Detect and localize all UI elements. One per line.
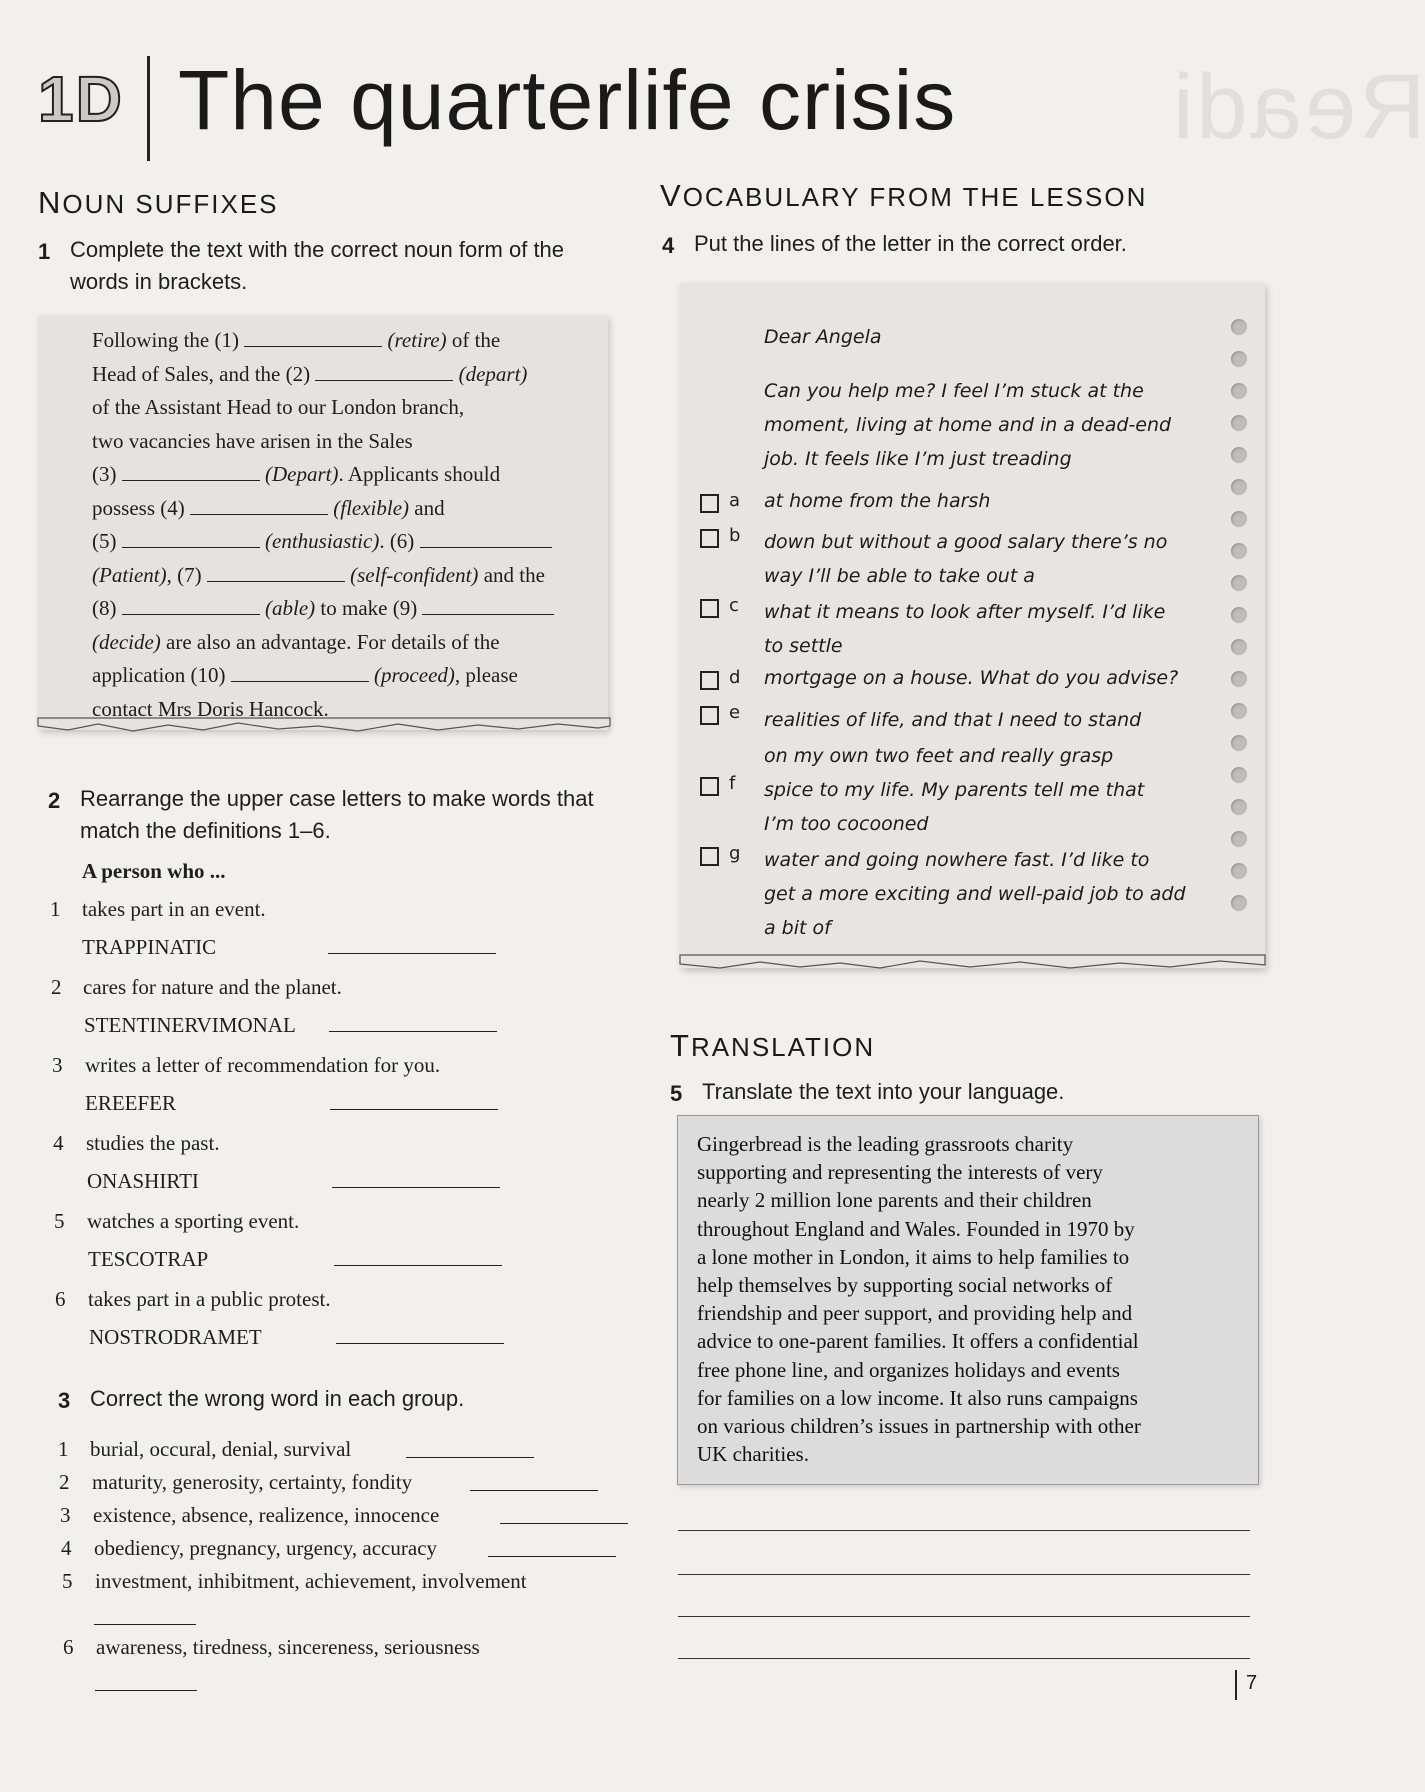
title-divider (147, 56, 150, 161)
answer-line[interactable] (336, 1343, 504, 1344)
writing-line[interactable] (678, 1616, 1250, 1617)
answer-blank[interactable] (231, 663, 369, 682)
answer-blank[interactable] (422, 596, 554, 615)
exercise-1-text: Following the (1) (retire) of the Head of Sales, and the (2) (depart) of the Assistant Head to our London branch, two vacancies have arisen in the Sales (3) (Depart). Applicants should possess (4) (flexible) and (5) (enthusiastic). (6) (Patient), (7) (self-confident) and the (8) (able) to make (9) (decide) are also an advantage. For details of the application (10) (proceed), please contact Mrs Doris Hancock. (92, 324, 592, 726)
list-item: 6 takes part in a public protest. NOSTRODRAMET (50, 1287, 610, 1365)
order-checkbox[interactable] (700, 671, 719, 690)
order-checkbox[interactable] (700, 494, 719, 513)
answer-blank[interactable] (122, 596, 260, 615)
answer-line[interactable] (328, 953, 496, 954)
answer-line[interactable] (500, 1523, 628, 1524)
page-number: 7 (1246, 1672, 1258, 1694)
answer-line[interactable] (488, 1556, 616, 1557)
exercise-2-lead: A person who ... (82, 859, 226, 883)
exercise-3-list (58, 1437, 638, 1701)
exercise-5-instruction: Translate the text into your language. (702, 1079, 1065, 1104)
list-item: 4 studies the past. ONASHIRTI (50, 1131, 610, 1209)
answer-blank[interactable] (315, 362, 453, 381)
answer-line[interactable] (95, 1690, 197, 1691)
answer-line[interactable] (329, 1031, 497, 1032)
answer-blank[interactable] (190, 496, 328, 515)
list-item: 1 takes part in an event. TRAPPINATIC (50, 897, 610, 975)
writing-line[interactable] (678, 1658, 1250, 1659)
order-checkbox[interactable] (700, 599, 719, 618)
letter-greeting: Dear Angela (764, 326, 882, 348)
order-checkbox[interactable] (700, 529, 719, 548)
list-item: 3 existence, absence, realizence, innocence (58, 1503, 638, 1536)
list-item: 2 cares for nature and the planet. STENTINERVIMONAL (50, 975, 610, 1053)
answer-line[interactable] (332, 1187, 500, 1188)
order-checkbox[interactable] (700, 777, 719, 796)
exercise-2-list (50, 897, 610, 1365)
bleed-through-text: Readi (1170, 56, 1425, 158)
torn-edge (680, 955, 1270, 977)
order-checkbox[interactable] (700, 706, 719, 725)
letter-opening: Can you help me? I feel I’m stuck at the moment, living at home and in a dead-end job. It feels like I’m just treading (764, 380, 1172, 470)
page-number-divider (1235, 1670, 1237, 1700)
exercise-1-number: 1 (38, 239, 51, 264)
order-checkbox[interactable] (700, 847, 719, 866)
exercise-4-instruction: Put the lines of the letter in the correct order. (694, 231, 1127, 256)
page-title: The quarterlife crisis (178, 53, 957, 147)
answer-blank[interactable] (122, 529, 260, 548)
list-item: 6 awareness, tiredness, sincereness, seriousness (58, 1635, 638, 1701)
exercise-4-number: 4 (662, 233, 675, 258)
answer-line[interactable] (94, 1624, 196, 1625)
writing-line[interactable] (678, 1530, 1250, 1531)
exercise-3-instruction: Correct the wrong word in each group. (90, 1386, 465, 1411)
section-heading-translation: TRANSLATION (670, 1028, 876, 1063)
list-item: 1 burial, occural, denial, survival (58, 1437, 638, 1470)
list-item: 3 writes a letter of recommendation for you. EREEFER (50, 1053, 610, 1131)
writing-line[interactable] (678, 1574, 1250, 1575)
list-item: 5 watches a sporting event. TESCOTRAP (50, 1209, 610, 1287)
answer-line[interactable] (334, 1265, 502, 1266)
list-item: 4 obediency, pregnancy, urgency, accuracy (58, 1536, 638, 1569)
answer-blank[interactable] (207, 563, 345, 582)
answer-line[interactable] (330, 1109, 498, 1110)
exercise-2-number: 2 (48, 788, 61, 813)
answer-blank[interactable] (244, 328, 382, 347)
list-item: 2 maturity, generosity, certainty, fondity (58, 1470, 638, 1503)
section-heading-noun-suffixes: NOUN SUFFIXES (38, 185, 279, 220)
answer-blank[interactable] (122, 462, 260, 481)
answer-blank[interactable] (420, 529, 552, 548)
exercise-5-number: 5 (670, 1081, 683, 1106)
answer-line[interactable] (406, 1457, 534, 1458)
exercise-2-instruction: Rearrange the upper case letters to make words that match the definitions 1–6. (80, 786, 594, 843)
exercise-3-number: 3 (58, 1388, 71, 1413)
translation-source-text: Gingerbread is the leading grassroots charity supporting and representing the interests of very nearly 2 million lone parents and their children throughout England and Wales. Founded in 1970 by a lone mother in London, it aims to help families to help themselves by supporting social networks of friendship and peer support, and providing help and advice to one-parent families. It offers a confidential free phone line, and organizes holidays and events for families on a low income. It also runs campaigns on various children’s issues in partnership with other UK charities. (697, 1132, 1141, 1467)
list-item: 5 investment, inhibitment, achievement, involvement (58, 1569, 638, 1635)
answer-line[interactable] (470, 1490, 598, 1491)
section-heading-vocabulary: VOCABULARY FROM THE LESSON (660, 178, 1148, 213)
unit-code: 1D (38, 63, 124, 135)
exercise-1-instruction: Complete the text with the correct noun form of the words in brackets. (70, 237, 565, 294)
